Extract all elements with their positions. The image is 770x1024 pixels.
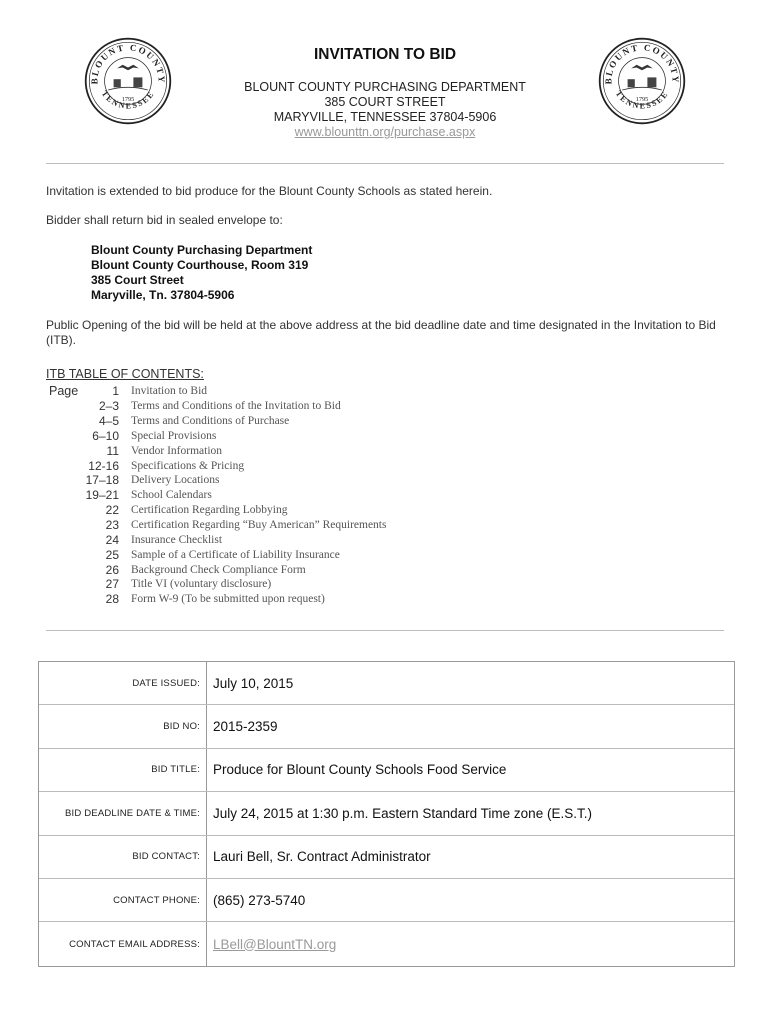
seal-bottom-text: TENNESSEE [613,89,671,111]
document-title: INVITATION TO BID [313,46,457,63]
toc-heading: ITB TABLE OF CONTENTS: [46,367,204,381]
toc-page-number: 4–5 [98,414,119,429]
toc-page-number: 25 [105,547,119,562]
date-issued-row [39,662,734,705]
toc-page-number: 12-16 [88,458,119,473]
bid-title-value: Produce for Blount County Schools Food Service [213,762,507,778]
toc-list [70,384,386,607]
toc-item-title: Form W-9 (To be submitted upon request) [131,593,325,606]
toc-item-title: Vendor Information [131,444,223,457]
bid-contact-row [39,836,734,879]
public-opening-text: Public Opening of the bid will be held at the above address at the bid deadline date and time designated in the Invitation to Bid (ITB). [46,318,716,347]
address-line: 385 Court Street [91,273,184,287]
toc-item [70,562,386,577]
seal-year: 1795 [121,95,135,103]
toc-page-number: 27 [105,577,119,592]
seal-year: 1795 [635,95,649,103]
toc-item-title: Specifications & Pricing [131,459,245,472]
address-line: Blount County Courthouse, Room 319 [91,258,309,272]
toc-page-number: 11 [106,443,119,458]
toc-page-number: 2–3 [98,399,119,414]
address-line: Blount County Purchasing Department [91,243,313,257]
toc-item-title: Terms and Conditions of the Invitation to Bid [131,400,341,413]
toc-page-number: 1 [112,384,119,399]
toc-item [70,488,386,503]
toc-page-label: Page [49,384,79,398]
toc-page-number: 6–10 [92,428,119,443]
department-city: MARYVILLE, TENNESSEE 37804-5906 [273,110,497,124]
mailing-address [91,243,312,303]
toc-item-title: Certification Regarding “Buy American” Requirements [131,519,387,532]
divider [46,630,724,631]
department-name: BLOUNT COUNTY PURCHASING DEPARTMENT [244,80,526,94]
date-issued-value: July 10, 2015 [213,675,294,691]
contact-email-row [39,922,734,965]
bid-deadline-value: July 24, 2015 at 1:30 p.m. Eastern Standard Time zone (E.S.T.) [213,805,592,821]
seal-bottom-text: TENNESSEE [99,89,157,111]
toc-item [70,443,386,458]
contact-email-label: CONTACT EMAIL ADDRESS: [39,922,207,965]
invitation-text: Invitation is extended to bid produce for the Blount County Schools as stated herein. [46,184,493,198]
toc-item-title: Delivery Locations [131,474,220,487]
toc-item [70,547,386,562]
bid-no-value: 2015-2359 [213,719,278,735]
bid-no-row [39,705,734,748]
contact-phone-value: (865) 273-5740 [213,892,306,908]
toc-item [70,503,386,518]
bid-contact-value: Lauri Bell, Sr. Contract Administrator [213,849,431,865]
bid-title-row [39,749,734,792]
website-link[interactable]: www.blounttn.org/purchase.aspx [294,125,476,139]
toc-page-number: 22 [105,503,119,518]
toc-item [70,414,386,429]
toc-item-title: Background Check Compliance Form [131,563,306,576]
toc-item-title: Insurance Checklist [131,533,223,546]
toc-page-number: 19–21 [85,488,119,503]
date-issued-label: DATE ISSUED: [39,662,207,704]
toc-item [70,384,386,399]
divider [46,163,724,164]
contact-email-value[interactable]: LBell@BlountTN.org [213,936,337,952]
toc-item-title: Invitation to Bid [131,385,208,398]
toc-item-title: School Calendars [131,489,212,502]
bid-contact-label: BID CONTACT: [39,836,207,878]
toc-item [70,518,386,533]
bid-no-label: BID NO: [39,705,207,747]
contact-phone-row [39,879,734,922]
seal-top-text: BLOUNT COUNTY [89,42,167,85]
toc-page-number: 26 [105,562,119,577]
bid-title-label: BID TITLE: [39,749,207,791]
toc-item [70,473,386,488]
toc-item [70,592,386,607]
document-header [150,46,620,140]
contact-phone-label: CONTACT PHONE: [39,879,207,921]
seal-top-text: BLOUNT COUNTY [603,42,681,85]
toc-item [70,577,386,592]
toc-item [70,429,386,444]
toc-item-title: Certification Regarding Lobbying [131,504,288,517]
toc-item-title: Sample of a Certificate of Liability Insurance [131,548,340,561]
department-street: 385 COURT STREET [324,95,446,109]
return-instruction: Bidder shall return bid in sealed envelope to: [46,213,283,227]
toc-page-number: 17–18 [85,473,119,488]
toc-page-number: 24 [105,532,119,547]
bid-deadline-row [39,792,734,835]
address-line: Maryville, Tn. 37804-5906 [91,288,235,302]
bid-info-table [38,661,735,967]
bid-deadline-label: BID DEADLINE DATE & TIME: [39,792,207,834]
toc-page-number: 23 [105,518,119,533]
toc-item-title: Special Provisions [131,429,217,442]
toc-item-title: Title VI (voluntary disclosure) [131,578,272,591]
toc-item-title: Terms and Conditions of Purchase [131,415,290,428]
toc-item [70,458,386,473]
toc-item [70,532,386,547]
toc-item [70,399,386,414]
toc-page-number: 28 [105,592,119,607]
